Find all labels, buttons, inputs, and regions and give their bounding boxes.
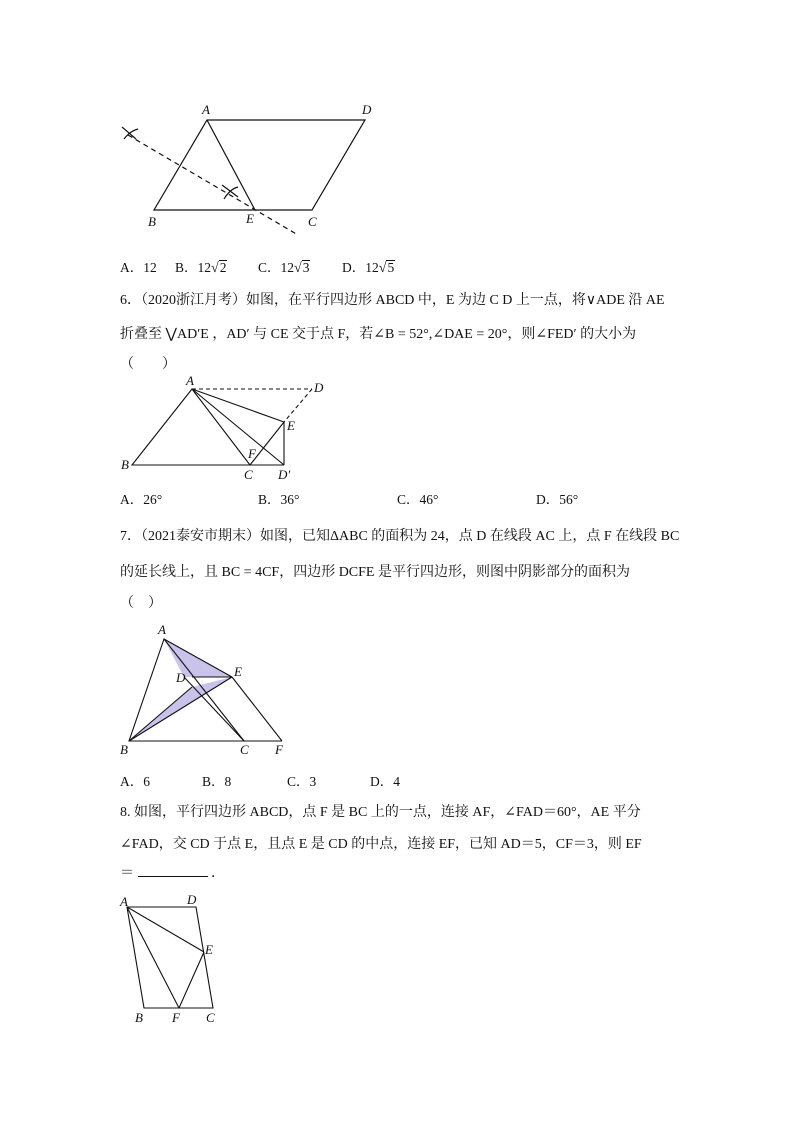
segment-ae [192,389,284,422]
label-e: E [205,942,213,957]
label-f: F [248,446,256,461]
q8-line-1: 8. 如图，平行四边形 ABCD，点 F 是 BC 上的一点，连接 AF，∠FAD＝60°，AE 平分 [120,805,641,820]
q7-line-3: （ ） [120,596,162,611]
q6-line-1: 6．（2020浙江月考）如图，在平行四边形 ABCD 中，E 为边 C D 上一点，将∨ADE 沿 AE [120,293,665,308]
label-d: D [187,892,197,907]
q7-line-2: 的延长线上，且 BC = 4CF，四边形 DCFE 是平行四边形，则图中阴影部分的面积为 [120,565,630,580]
q6-line-2: 折叠至 ⋁AD′E ，AD′ 与 CE 交于点 F，若∠B = 52°,∠DAE = 20°，则∠FED′ 的大小为 [120,327,637,342]
label-f: F [275,742,283,757]
q6-line-3: （ ） [120,357,176,372]
segment-ef [232,677,282,741]
label-d: D [362,102,372,117]
figure-q8 [115,890,235,1030]
shaded-region [129,639,232,741]
figure-q7 [112,620,302,760]
q6-option-d: D．56° [536,492,579,507]
label-c: C [308,214,317,229]
q6-option-c: C．46° [397,492,439,507]
label-c: C [206,1010,215,1025]
parallelogram-abcd [154,120,365,210]
q8-line-3: ＝ ． [120,866,225,881]
label-a: A [120,894,128,909]
q7-option-c: C．3 [287,774,317,789]
segment-ae [207,120,255,210]
label-d-prime: D′ [278,467,291,482]
label-c: C [240,742,249,757]
q6-option-a: A．26° [120,492,163,507]
q7-option-b: B．8 [202,774,232,789]
label-e: E [287,418,295,433]
label-e: E [246,211,254,226]
q5-option-a: A．12 [120,260,157,275]
arc-mark-1 [122,127,138,139]
segment-ad-prime [192,389,284,465]
label-d: D [176,670,186,685]
q7-line-1: 7．（2021泰安市期末）如图，已知ΔABC 的面积为 24，点 D 在线段 AC 上，点 F 在线段 BC [120,529,680,544]
q7-option-d: D．4 [370,774,400,789]
label-c: C [244,467,253,482]
q5-option-d: D．12√5 [342,260,395,276]
label-a: A [186,373,194,388]
label-b: B [120,742,128,757]
label-b: B [121,457,129,472]
label-e: E [234,664,242,679]
answer-blank [138,864,208,877]
figure-q6 [118,375,338,485]
q8-line-2: ∠FAD，交 CD 于点 E，且点 E 是 CD 的中点，连接 EF，已知 AD＝5，CF＝3，则 EF [120,837,642,852]
q6-option-b: B．36° [258,492,300,507]
label-f: F [172,1010,180,1025]
label-a: A [158,622,166,637]
q5-option-b: B．12√2 [175,260,227,276]
q7-option-a: A．6 [120,774,150,789]
label-d: D [314,380,324,395]
label-b: B [135,1010,143,1025]
label-b: B [148,214,156,229]
label-a: A [202,102,210,117]
trapezoid-abc [132,389,250,465]
segment-ef [179,952,204,1008]
segment-be [129,677,232,741]
q5-option-c: C．12√3 [258,260,310,276]
parallelogram-abcd [127,907,213,1008]
figure-q5 [110,95,372,245]
